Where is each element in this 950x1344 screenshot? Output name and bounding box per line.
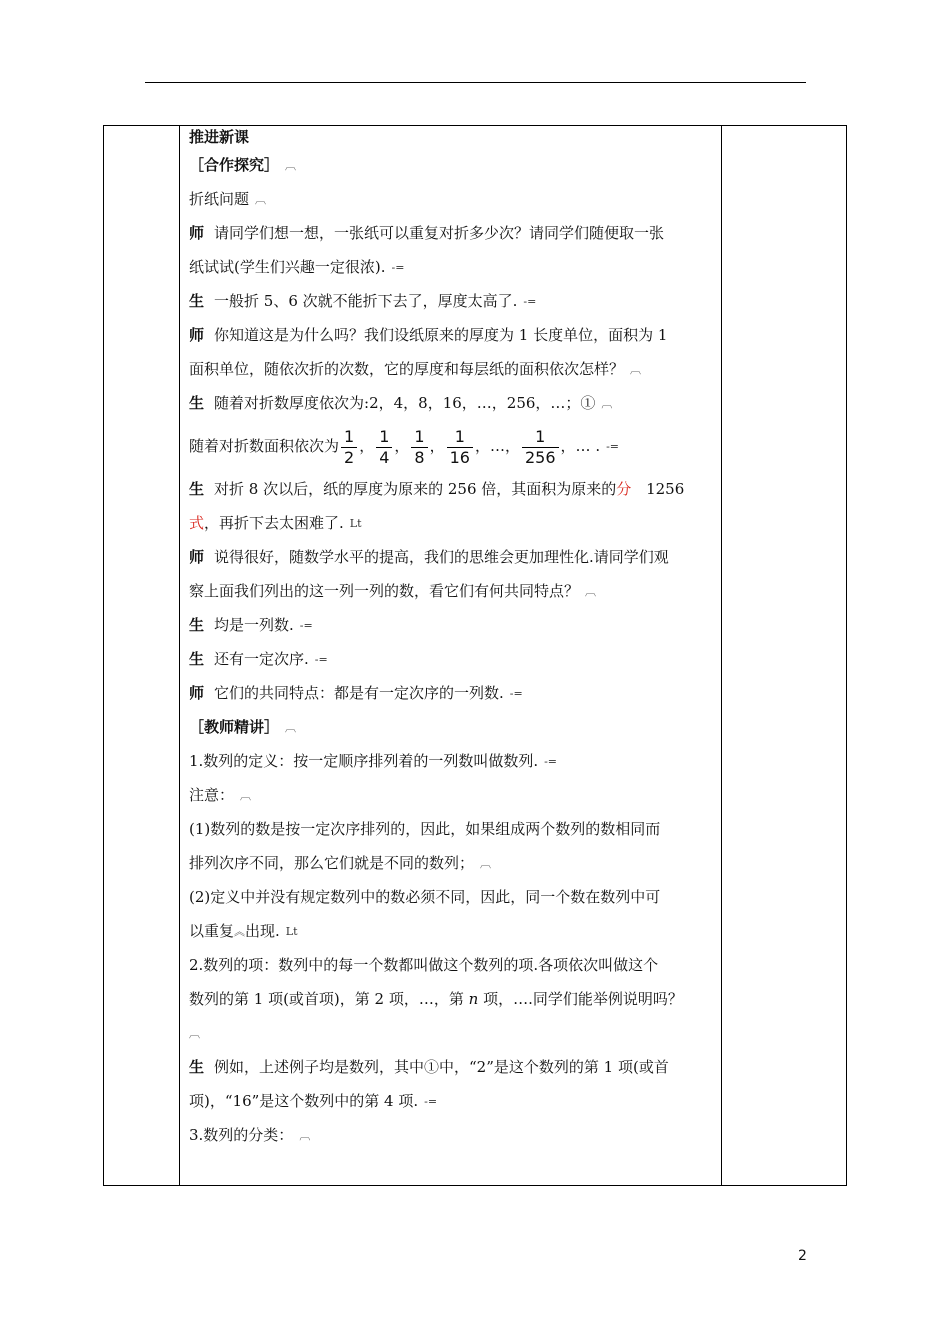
definition-text: 3.数列的分类： (189, 1126, 294, 1144)
definition-text: 1.数列的定义：按一定顺序排列着的一列数叫做数列. (189, 752, 539, 770)
note-text: 排列次序不同，那么它们就是不同的数列； (189, 854, 475, 872)
note-text: 出现. (245, 922, 280, 940)
teacher-line-4 (189, 676, 713, 710)
dash-mark-icon: -= (391, 261, 405, 274)
definition-3 (189, 1118, 713, 1152)
bracket-mark-icon: ︹ (189, 1027, 200, 1040)
teacher-line-1b (189, 250, 713, 284)
red-char: 分 (616, 480, 632, 498)
fraction-denominator: 4 (379, 447, 390, 467)
bracket-mark-icon: ︹ (480, 857, 492, 870)
student-line-5 (189, 642, 713, 676)
note-2b (189, 914, 713, 948)
fraction-numerator: 1 (341, 427, 357, 448)
fraction-1-16 (447, 427, 473, 468)
teach-heading-text: ［教师精讲］ (189, 718, 280, 736)
dash-mark-icon: -= (314, 653, 328, 666)
fraction-1-8 (411, 427, 427, 468)
student-text: 例如，上述例子均是数列，其中①中，“2”是这个数列的第 1 项(或首 (214, 1058, 669, 1076)
fraction-denominator: 16 (449, 447, 470, 467)
speaker-student: 生 (189, 480, 205, 498)
teach-heading (189, 710, 713, 744)
note-1b (189, 846, 713, 880)
student-text: 项)，“16”是这个数列中的第 4 项. (189, 1092, 419, 1110)
bracket-mark-icon: ︹ (285, 721, 297, 734)
fraction-denominator: 256 (525, 447, 556, 467)
fraction-1-4 (376, 427, 392, 468)
right-column-cell (722, 126, 847, 1186)
teacher-text: 面积单位，随依次折的次数，它的厚度和每层纸的面积依次怎样？ (189, 360, 625, 378)
student-text: 对折 8 次以后，纸的厚度为原来的 256 倍，其面积为原来的 (214, 480, 617, 498)
bracket-mark-icon: ︹ (299, 1129, 311, 1142)
student-line-3b (189, 506, 713, 540)
coop-heading (189, 148, 713, 182)
page-number: 2 (798, 1248, 807, 1264)
definition-text: 2.数列的项：数列中的每一个数都叫做这个数列的项.各项依次叫做这个 (189, 956, 659, 974)
dash-mark-icon: -= (509, 687, 523, 700)
definition-text: 项，….同学们能举例说明吗？ (478, 990, 683, 1008)
bracket-mark-icon: ︹ (630, 363, 642, 376)
header-rule (145, 82, 806, 83)
note-text: 以重复 (189, 922, 235, 940)
teacher-text: 纸试试(学生们兴趣一定很浓). (189, 258, 386, 276)
definition-1 (189, 744, 713, 778)
definition-2a (189, 948, 713, 982)
fraction-ellipsis: ，…， (474, 437, 520, 455)
section-title: 推进新课 (189, 128, 250, 146)
note-text: (1)数列的数是按一定次序排列的，因此，如果组成两个数列的数相同而 (189, 820, 661, 838)
teacher-line-3a (189, 540, 713, 574)
teacher-text: 你知道这是为什么吗？我们设纸原来的厚度为 1 长度单位，面积为 1 (214, 326, 668, 344)
teacher-line-1a (189, 216, 713, 250)
note-2a (189, 880, 713, 914)
teacher-text: 察上面我们列出的这一列一列的数，看它们有何共同特点？ (189, 582, 580, 600)
fraction-1-2 (341, 427, 357, 468)
area-value: 1256 (646, 480, 685, 498)
lt-mark-icon: Lt (285, 925, 298, 938)
student-line-1 (189, 284, 713, 318)
student-text: ，再折下去太困难了. (204, 514, 344, 532)
fraction-denominator: 2 (344, 447, 355, 467)
note-1a (189, 812, 713, 846)
left-column-cell (104, 126, 180, 1186)
note-text: (2)定义中并没有规定数列中的数必须不同，因此，同一个数在数列中可 (189, 888, 661, 906)
note-line (189, 778, 713, 812)
bracket-mark-icon: ︹ (601, 397, 613, 410)
bracket-mark-icon: ︹ (285, 159, 297, 172)
area-intro: 随着对折数面积依次为 (189, 437, 340, 455)
speaker-student: 生 (189, 1058, 205, 1076)
student-text: 还有一定次序. (214, 650, 309, 668)
speaker-teacher: 师 (189, 548, 205, 566)
speaker-teacher: 师 (189, 224, 205, 242)
fraction-numerator: 1 (447, 427, 473, 448)
student-text: 一般折 5、6 次就不能折下去了，厚度太高了. (214, 292, 518, 310)
teacher-text: 它们的共同特点：都是有一定次序的一列数. (214, 684, 504, 702)
student-line-4 (189, 608, 713, 642)
student-text: 均是一列数. (214, 616, 294, 634)
student-text: 随着对折数厚度依次为:2，4，8，16，…，256，…；① (214, 394, 596, 412)
speaker-student: 生 (189, 616, 205, 634)
fold-problem-text: 折纸问题 (189, 190, 250, 208)
fraction-1-256 (522, 427, 559, 468)
bracket-mark-icon: ︹ (240, 789, 252, 802)
student-line-6a (189, 1050, 713, 1084)
dash-mark-icon: -= (424, 1095, 438, 1108)
fraction-separator: ， (359, 437, 375, 455)
dash-mark-icon: -= (523, 295, 537, 308)
variable-n: n (468, 990, 479, 1008)
fraction-numerator: 1 (522, 427, 559, 448)
speaker-teacher: 师 (189, 326, 205, 344)
bracket-mark-icon: ︹ (255, 193, 267, 206)
main-content-cell (180, 126, 722, 1186)
student-line-3a (189, 472, 713, 506)
fraction-denominator: 8 (414, 447, 425, 467)
coop-heading-text: ［合作探究］ (189, 156, 280, 174)
definition-text: 数列的第 1 项(或首项)，第 2 项，…，第 (189, 990, 469, 1008)
fold-problem (189, 182, 713, 216)
speaker-student: 生 (189, 292, 205, 310)
definition-2b (189, 982, 713, 1016)
speaker-teacher: 师 (189, 684, 205, 702)
dash-mark-icon: -= (544, 755, 558, 768)
teacher-line-2b (189, 352, 713, 386)
teacher-line-3b (189, 574, 713, 608)
fraction-numerator: 1 (376, 427, 392, 448)
fraction-ending: ，… . (560, 437, 601, 455)
definition-2c (189, 1016, 713, 1050)
note-text: 注意： (189, 786, 235, 804)
student-line-6b (189, 1084, 713, 1118)
bracket-mark-icon: ︹ (585, 585, 597, 598)
lesson-table (103, 125, 847, 1186)
red-char: 式 (189, 514, 205, 532)
lt-mark-icon: Lt (349, 517, 362, 530)
area-sequence-line (189, 420, 713, 472)
student-line-2 (189, 386, 713, 420)
caret-mark-icon: ︽ (234, 925, 246, 938)
fraction-separator: ， (394, 437, 410, 455)
fraction-numerator: 1 (411, 427, 427, 448)
teacher-line-2a (189, 318, 713, 352)
speaker-student: 生 (189, 650, 205, 668)
dash-mark-icon: -= (299, 619, 313, 632)
fraction-separator: ， (429, 437, 445, 455)
speaker-student: 生 (189, 394, 205, 412)
teacher-text: 说得很好，随数学水平的提高，我们的思维会更加理性化.请同学们观 (214, 548, 669, 566)
dash-mark-icon: -= (606, 440, 620, 453)
teacher-text: 请同学们想一想，一张纸可以重复对折多少次？请同学们随便取一张 (214, 224, 665, 242)
